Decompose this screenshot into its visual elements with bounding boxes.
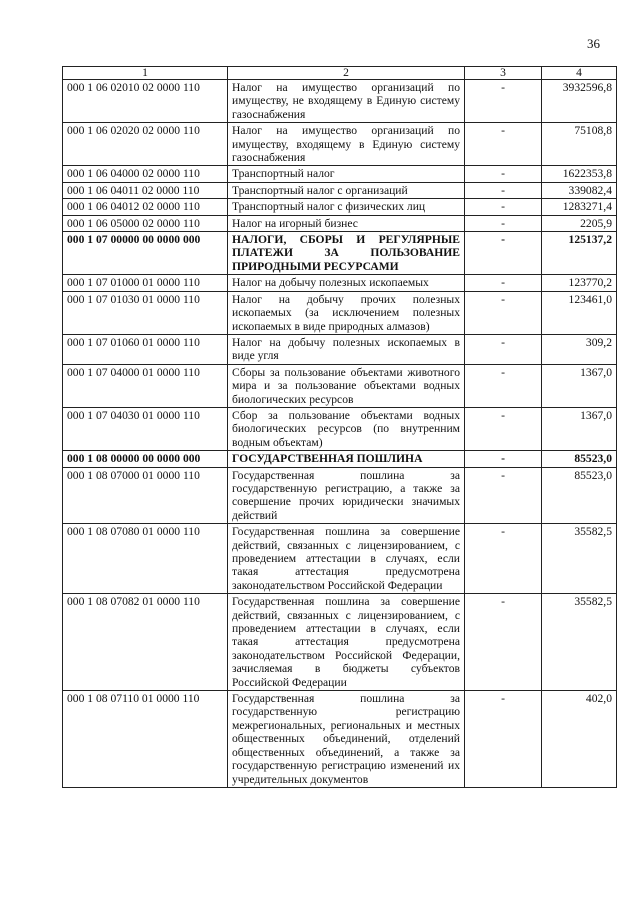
row-code: 000 1 08 00000 00 0000 000 — [63, 451, 228, 467]
row-col4: 2205,9 — [542, 215, 617, 231]
table-row — [63, 199, 617, 215]
row-col3: - — [465, 364, 542, 407]
row-code: 000 1 07 04030 01 0000 110 — [63, 407, 228, 450]
row-col4: 339082,4 — [542, 182, 617, 198]
row-col3: - — [465, 80, 542, 123]
row-col3: - — [465, 451, 542, 467]
row-col3: - — [465, 291, 542, 334]
row-name: Транспортный налог с организаций — [228, 182, 465, 198]
row-name: НАЛОГИ, СБОРЫ И РЕГУЛЯРНЫЕ ПЛАТЕЖИ ЗА ПОЛЬЗОВАНИЕ ПРИРОДНЫМИ РЕСУРСАМИ — [228, 232, 465, 275]
row-code: 000 1 06 04011 02 0000 110 — [63, 182, 228, 198]
table-row — [63, 275, 617, 291]
row-col4: 125137,2 — [542, 232, 617, 275]
row-col3: - — [465, 123, 542, 166]
row-name: Налог на имущество организаций по имуществу, не входящему в Единую систему газоснабжения — [228, 80, 465, 123]
row-col4: 1367,0 — [542, 407, 617, 450]
row-col3: - — [465, 407, 542, 450]
row-code: 000 1 07 04000 01 0000 110 — [63, 364, 228, 407]
table-row — [63, 334, 617, 364]
row-name: Государственная пошлина за совершение действий, связанных с лицензированием, с проведением аттестации в случаях, если такая аттестация предусмотрена законодательством Российской Федерации, зачисляемая в бюджеты субъектов Российской Федерации — [228, 594, 465, 691]
row-col3: - — [465, 467, 542, 524]
table-row — [63, 123, 617, 166]
row-col3: - — [465, 524, 542, 594]
row-code: 000 1 06 02020 02 0000 110 — [63, 123, 228, 166]
row-name: Сбор за пользование объектами водных биологических ресурсов (по внутренним водным объектам) — [228, 407, 465, 450]
row-col4: 1367,0 — [542, 364, 617, 407]
row-col4: 402,0 — [542, 691, 617, 788]
table-row — [63, 166, 617, 182]
row-name: Налог на добычу полезных ископаемых в виде угля — [228, 334, 465, 364]
header-cell-2: 2 — [228, 67, 465, 80]
budget-table — [62, 66, 617, 788]
header-cell-3: 3 — [465, 67, 542, 80]
row-col3: - — [465, 199, 542, 215]
table-row — [63, 215, 617, 231]
row-name: Государственная пошлина за совершение действий, связанных с лицензированием, с проведением аттестации в случаях, если такая аттестация предусмотрена законодательством Российской Федерации — [228, 524, 465, 594]
row-code: 000 1 08 07000 01 0000 110 — [63, 467, 228, 524]
row-col4: 75108,8 — [542, 123, 617, 166]
row-code: 000 1 06 02010 02 0000 110 — [63, 80, 228, 123]
table-row — [63, 364, 617, 407]
row-code: 000 1 07 01030 01 0000 110 — [63, 291, 228, 334]
table-row — [63, 594, 617, 691]
row-code: 000 1 06 04012 02 0000 110 — [63, 199, 228, 215]
table-row — [63, 524, 617, 594]
row-code: 000 1 07 01060 01 0000 110 — [63, 334, 228, 364]
table-row — [63, 182, 617, 198]
table-row — [63, 691, 617, 788]
table-row — [63, 407, 617, 450]
row-name: ГОСУДАРСТВЕННАЯ ПОШЛИНА — [228, 451, 465, 467]
row-col4: 123770,2 — [542, 275, 617, 291]
row-name: Сборы за пользование объектами животного мира и за пользование объектами водных биологических ресурсов — [228, 364, 465, 407]
row-col4: 123461,0 — [542, 291, 617, 334]
row-col4: 1622353,8 — [542, 166, 617, 182]
table-row — [63, 80, 617, 123]
row-col4: 1283271,4 — [542, 199, 617, 215]
header-cell-4: 4 — [542, 67, 617, 80]
row-name: Государственная пошлина за государственную регистрацию межрегиональных, региональных и местных общественных объединений, отделений общественных объединений, а также за государственную регистрацию изменений их учредительных документов — [228, 691, 465, 788]
row-code: 000 1 06 04000 02 0000 110 — [63, 166, 228, 182]
table-row — [63, 232, 617, 275]
row-col4: 35582,5 — [542, 524, 617, 594]
row-code: 000 1 08 07080 01 0000 110 — [63, 524, 228, 594]
row-name: Налог на добычу прочих полезных ископаемых (за исключением полезных ископаемых в виде природных алмазов) — [228, 291, 465, 334]
table-body — [63, 80, 617, 788]
row-col4: 85523,0 — [542, 451, 617, 467]
table-row — [63, 451, 617, 467]
header-cell-1: 1 — [63, 67, 228, 80]
row-col3: - — [465, 275, 542, 291]
row-name: Государственная пошлина за государственную регистрацию, а также за совершение прочих юридически значимых действий — [228, 467, 465, 524]
page-number: 36 — [587, 36, 600, 51]
row-name: Налог на добычу полезных ископаемых — [228, 275, 465, 291]
row-code: 000 1 08 07110 01 0000 110 — [63, 691, 228, 788]
table-row — [63, 291, 617, 334]
row-col4: 85523,0 — [542, 467, 617, 524]
row-col3: - — [465, 166, 542, 182]
row-code: 000 1 07 01000 01 0000 110 — [63, 275, 228, 291]
row-col4: 3932596,8 — [542, 80, 617, 123]
row-col4: 35582,5 — [542, 594, 617, 691]
row-code: 000 1 07 00000 00 0000 000 — [63, 232, 228, 275]
header-row — [63, 67, 617, 80]
row-code: 000 1 06 05000 02 0000 110 — [63, 215, 228, 231]
row-name: Транспортный налог с физических лиц — [228, 199, 465, 215]
row-col3: - — [465, 594, 542, 691]
table-row — [63, 467, 617, 524]
row-col3: - — [465, 182, 542, 198]
row-code: 000 1 08 07082 01 0000 110 — [63, 594, 228, 691]
row-name: Налог на игорный бизнес — [228, 215, 465, 231]
row-col3: - — [465, 691, 542, 788]
row-col3: - — [465, 334, 542, 364]
row-name: Транспортный налог — [228, 166, 465, 182]
row-col4: 309,2 — [542, 334, 617, 364]
row-col3: - — [465, 215, 542, 231]
row-col3: - — [465, 232, 542, 275]
row-name: Налог на имущество организаций по имуществу, входящему в Единую систему газоснабжения — [228, 123, 465, 166]
